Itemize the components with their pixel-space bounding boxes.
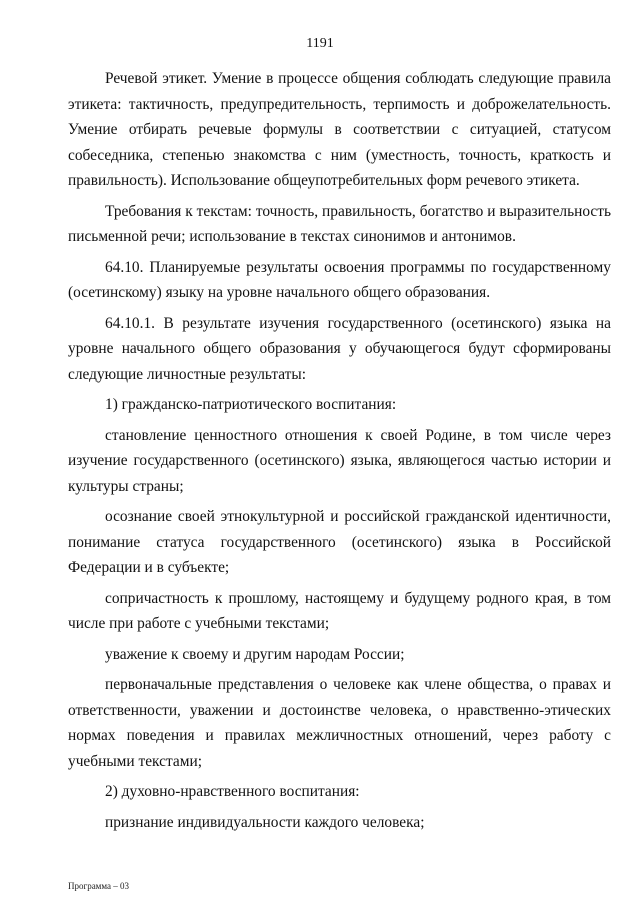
paragraph-civic-patriotic-heading: 1) гражданско-патриотического воспитания:	[105, 396, 397, 413]
paragraph-text-requirements: Требования к текстам: точность, правильность, богатство и выразительность письменной речи; использование в текстах синонимов и антонимов.	[68, 202, 611, 245]
document-body	[68, 66, 611, 840]
paragraph-value-attitude: становление ценностного отношения к своей Родине, в том числе через изучение государственного (осетинского) языка, являющегося частью истории и культуры страны;	[68, 426, 611, 495]
paragraph-section-64-10-1: 64.10.1. В результате изучения государственного (осетинского) языка на уровне начального общего образования у обучающегося будут сформированы следующие личностные результаты:	[68, 314, 611, 383]
paragraph-respect-peoples: уважение к своему и другим народам России;	[105, 645, 405, 663]
paragraph-initial-ideas: первоначальные представления о человеке как члене общества, о правах и ответственности, уважении и достоинстве человека, о нравственно-этических нормах поведения и правилах межличностных отношений, через работу с учебными текстами;	[68, 676, 611, 770]
paragraph-speech-etiquette: Речевой этикет. Умение в процессе общения соблюдать следующие правила этикета: тактичность, предупредительность, терпимость и доброжелательность. Умение отбирать речевые формулы в соответствии с ситуацией, статусом собеседника, степенью знакомства с ним (уместность, точность, краткость и правильность). Использование общеупотребительных форм речевого этикета.	[68, 70, 611, 189]
paragraph-native-land: сопричастность к прошлому, настоящему и будущему родного края, в том числе при работе с учебными текстами;	[68, 589, 611, 632]
page-number: 1191	[306, 36, 334, 51]
paragraph-moral-education-heading: 2) духовно-нравственного воспитания:	[105, 783, 360, 800]
paragraph-identity-awareness: осознание своей этнокультурной и российской гражданской идентичности, понимание статуса государственного (осетинского) языка в Российской Федерации и в субъекте;	[68, 508, 611, 576]
paragraph-individuality: признание индивидуальности каждого человека;	[105, 813, 425, 831]
paragraph-section-64-10: 64.10. Планируемые результаты освоения программы по государственному (осетинскому) языку на уровне начального общего образования.	[68, 258, 611, 301]
footer-label: Программа – 03	[68, 881, 130, 891]
